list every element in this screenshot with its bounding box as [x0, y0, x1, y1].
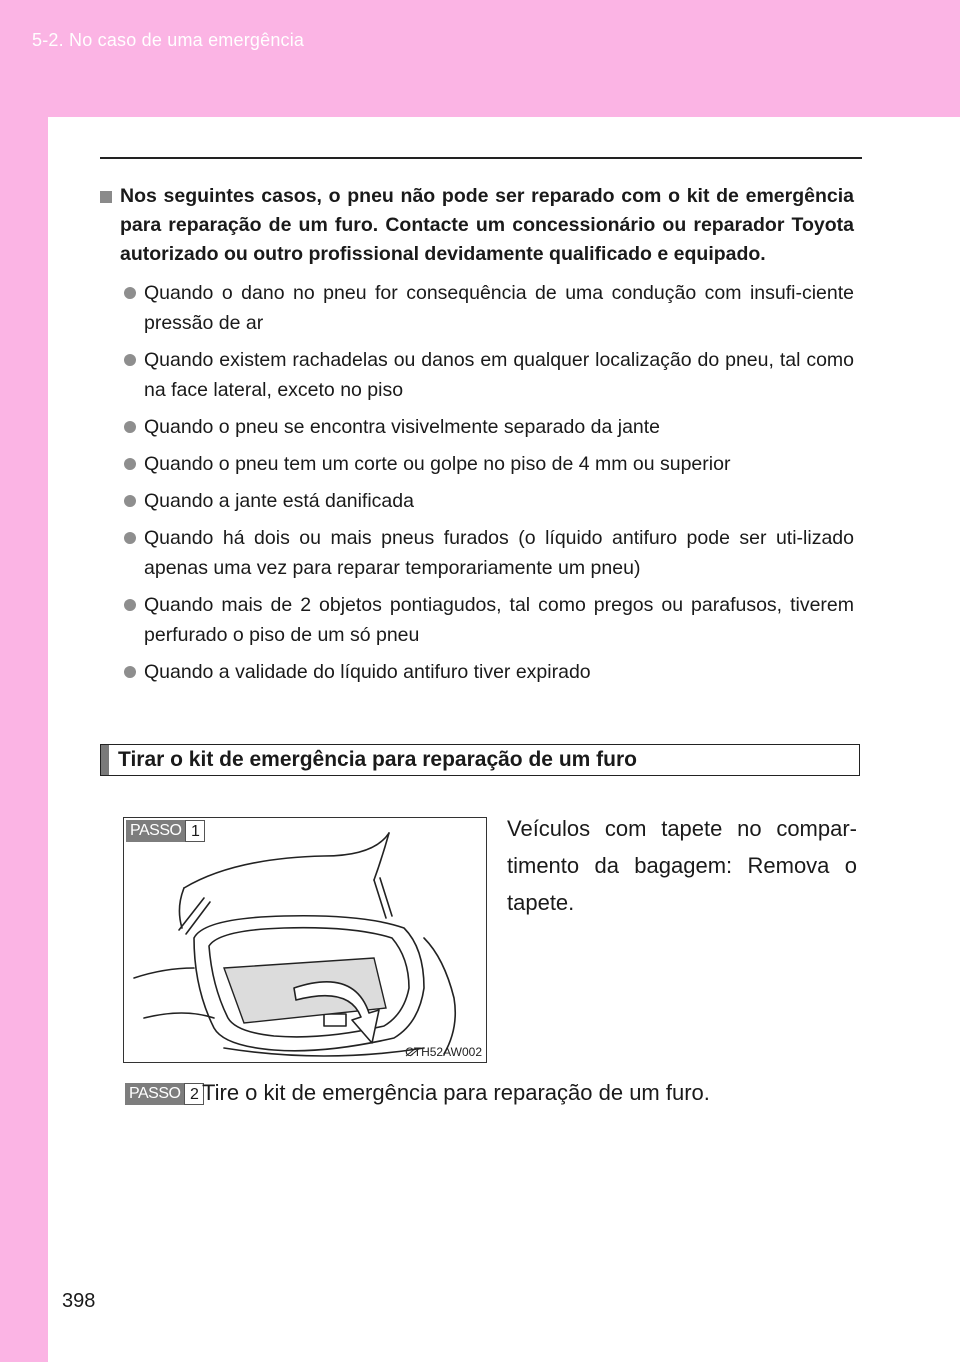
note-heading-text: Nos seguintes casos, o pneu não pode ser reparado com o kit de emergência para reparação de um furo. Contacte um concessionário ou reparador Toyota autorizado ou outro profissional devidamente qualificado e equipado.: [120, 185, 854, 265]
step-badge-2: PASSO 2: [125, 1083, 204, 1105]
list-item: Quando o pneu tem um corte ou golpe no piso de 4 mm ou superior: [100, 449, 854, 479]
section-label: 5-2. No caso de uma emergência: [32, 30, 305, 50]
list-item: Quando existem rachadelas ou danos em qualquer localização do pneu, tal como na face lateral, exceto no piso: [100, 345, 854, 405]
list-item: Quando a jante está danificada: [100, 486, 854, 516]
square-bullet-icon: [100, 191, 112, 203]
header-band: [0, 0, 960, 117]
list-item: Quando há dois ou mais pneus furados (o líquido antifuro pode ser uti-lizado apenas uma vez para reparar temporariamente um pneu): [100, 523, 854, 583]
divider: [100, 157, 862, 159]
circle-bullet-icon: [124, 458, 136, 470]
circle-bullet-icon: [124, 287, 136, 299]
list-item: Quando o dano no pneu for consequência de uma condução com insufi-ciente pressão de ar: [100, 278, 854, 338]
step-1-text: Veículos com tapete no compar-timento da bagagem: Remova o tapete.: [507, 816, 857, 915]
note-block: [100, 182, 854, 694]
circle-bullet-icon: [124, 421, 136, 433]
circle-bullet-icon: [124, 354, 136, 366]
bullet-list: [100, 278, 854, 687]
section-title: Tirar o kit de emergência para reparação de um furo: [118, 748, 637, 771]
circle-bullet-icon: [124, 532, 136, 544]
page-number: 398: [62, 1290, 96, 1312]
list-item: Quando mais de 2 objetos pontiagudos, tal como pregos ou parafusos, tiverem perfurado o piso de um só pneu: [100, 590, 854, 650]
step-2-text: Tire o kit de emergência para reparação de um furo.: [202, 1080, 710, 1105]
heading-bar: [101, 745, 109, 775]
trunk-drawing: [124, 818, 487, 1063]
list-item: Quando a validade do líquido antifuro tiver expirado: [100, 657, 854, 687]
circle-bullet-icon: [124, 495, 136, 507]
side-band: [0, 117, 48, 1362]
figure-code: CTH52AW002: [405, 1045, 482, 1059]
note-heading: [100, 182, 854, 269]
list-item: Quando o pneu se encontra visivelmente separado da jante: [100, 412, 854, 442]
trunk-illustration: [123, 817, 487, 1063]
circle-bullet-icon: [124, 666, 136, 678]
step-badge-1: PASSO 1: [126, 820, 205, 842]
section-heading: [100, 744, 860, 776]
circle-bullet-icon: [124, 599, 136, 611]
